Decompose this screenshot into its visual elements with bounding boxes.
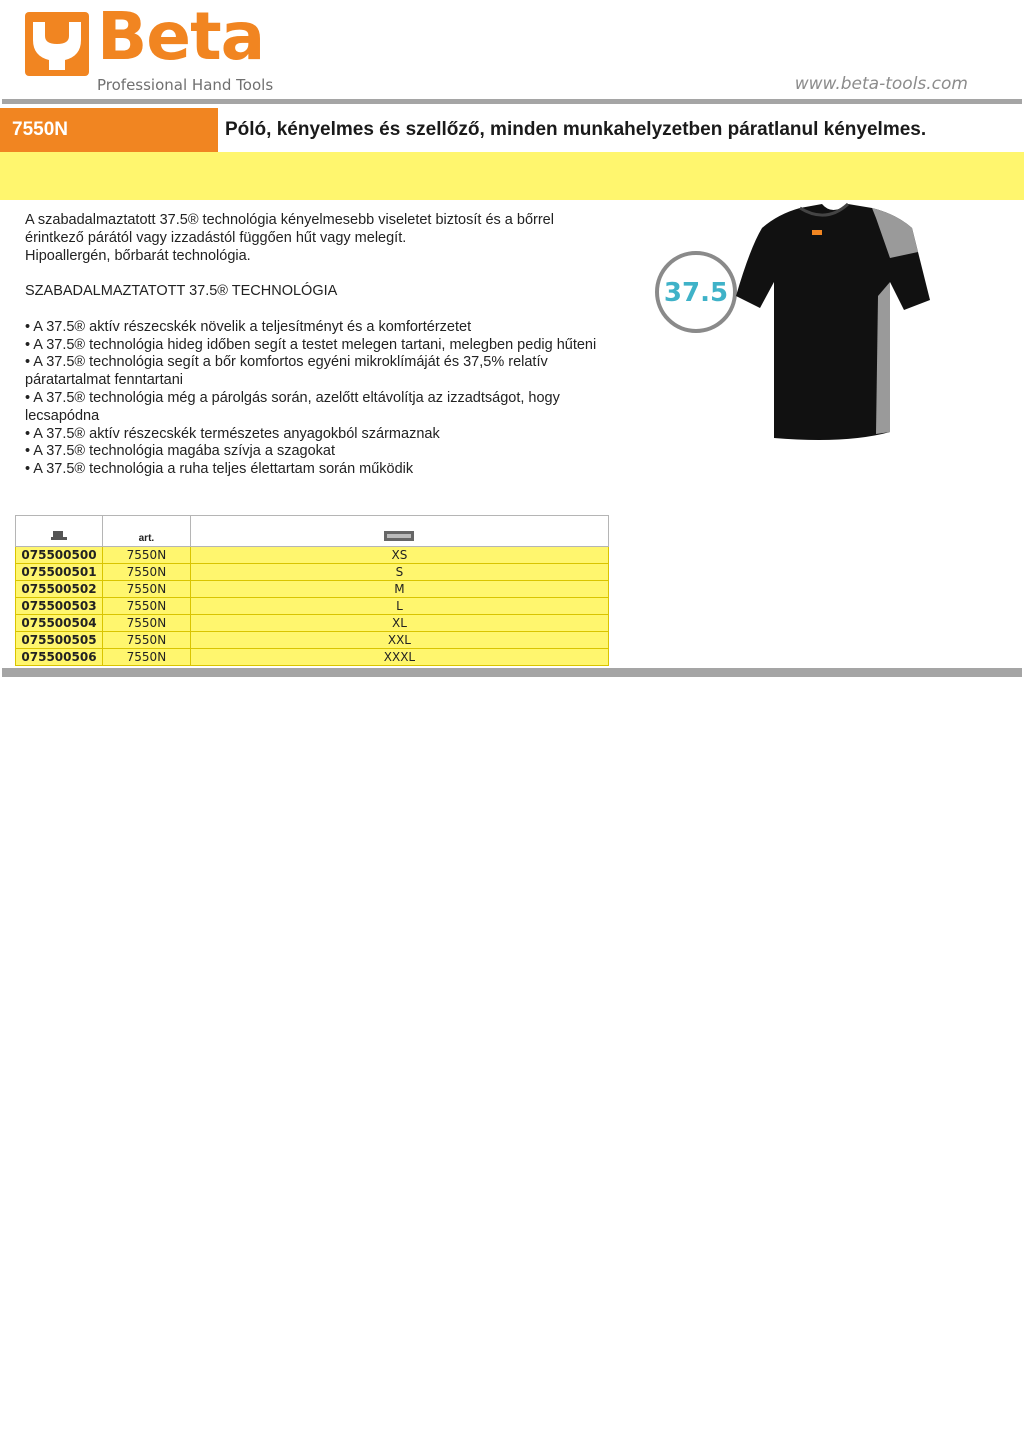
order-code-cell: 075500502 <box>16 581 103 598</box>
size-cell: XL <box>190 615 608 632</box>
size-cell: XXL <box>190 632 608 649</box>
brand-tagline: Professional Hand Tools <box>97 76 274 94</box>
section-title: SZABADALMAZTATOTT 37.5® TECHNOLÓGIA <box>25 283 338 300</box>
product-title: Póló, kényelmes és szellőző, minden munkahelyzetben páratlanul kényelmes. <box>225 119 927 140</box>
art-cell: 7550N <box>102 598 190 615</box>
table-row <box>16 564 609 581</box>
art-cell: 7550N <box>102 581 190 598</box>
order-code-cell: 075500501 <box>16 564 103 581</box>
size-cell: XXXL <box>190 649 608 666</box>
size-table <box>15 515 609 666</box>
art-cell: 7550N <box>102 615 190 632</box>
table-row <box>16 547 609 564</box>
tshirt-icon <box>736 204 930 440</box>
header-divider <box>2 99 1022 104</box>
size-cell: XS <box>190 547 608 564</box>
table-row <box>16 632 609 649</box>
brand-name: Beta <box>97 0 265 75</box>
art-cell: 7550N <box>102 632 190 649</box>
table-row <box>16 581 609 598</box>
order-code-cell: 075500500 <box>16 547 103 564</box>
barcode-icon <box>51 531 67 541</box>
size-cell: S <box>190 564 608 581</box>
table-row <box>16 598 609 615</box>
highlight-band <box>0 152 1024 200</box>
feature-bullet: • A 37.5® technológia hideg időben segít a testet melegen tartani, melegben pedig hűteni <box>25 336 597 353</box>
order-code-cell: 075500506 <box>16 649 103 666</box>
art-column-header: art. <box>102 516 190 547</box>
title-bar <box>0 108 1024 152</box>
feature-bullet: • A 37.5® technológia magába szívja a szagokat <box>25 443 335 460</box>
footer-divider <box>2 668 1022 677</box>
table-row <box>16 615 609 632</box>
feature-bullet: • A 37.5® aktív részecskék növelik a teljesítményt és a komfortérzetet <box>25 318 472 335</box>
size-cell: M <box>190 581 608 598</box>
feature-bullet: • A 37.5® aktív részecskék természetes anyagokból származnak <box>25 425 440 442</box>
size-cell: L <box>190 598 608 615</box>
art-cell: 7550N <box>102 547 190 564</box>
code-column-header <box>16 516 103 547</box>
art-cell: 7550N <box>102 649 190 666</box>
intro-paragraph: Hipoallergén, bőrbarát technológia. <box>25 247 251 264</box>
order-code-cell: 075500504 <box>16 615 103 632</box>
product-image <box>650 200 940 450</box>
order-code-cell: 075500503 <box>16 598 103 615</box>
brand-logo <box>25 0 295 98</box>
badge-label: 37.5 <box>663 278 729 308</box>
table-header-row <box>16 516 609 547</box>
table-row <box>16 649 609 666</box>
size-column-header <box>190 516 608 547</box>
website-link[interactable]: www.beta-tools.com <box>794 74 968 94</box>
order-code-cell: 075500505 <box>16 632 103 649</box>
feature-bullet: • A 37.5® technológia segít a bőr komfortos egyéni mikroklímáját és 37,5% relatív páratartalmat fenntartani <box>25 354 548 389</box>
product-code: 7550N <box>0 108 218 152</box>
technology-badge-icon <box>657 253 735 331</box>
product-description <box>25 212 605 479</box>
size-label-icon <box>384 531 414 541</box>
wrench-logo-icon <box>25 12 89 76</box>
feature-bullet: • A 37.5® technológia a ruha teljes élettartam során működik <box>25 461 414 478</box>
feature-bullet: • A 37.5® technológia még a párolgás során, azelőtt eltávolítja az izzadtságot, hogy lecsapódna <box>25 389 560 424</box>
art-cell: 7550N <box>102 564 190 581</box>
intro-paragraph: A szabadalmaztatott 37.5® technológia kényelmesebb viseletet biztosít és a bőrrel érintkező párától vagy izzadástól függően hűt vagy melegít. <box>25 212 554 246</box>
